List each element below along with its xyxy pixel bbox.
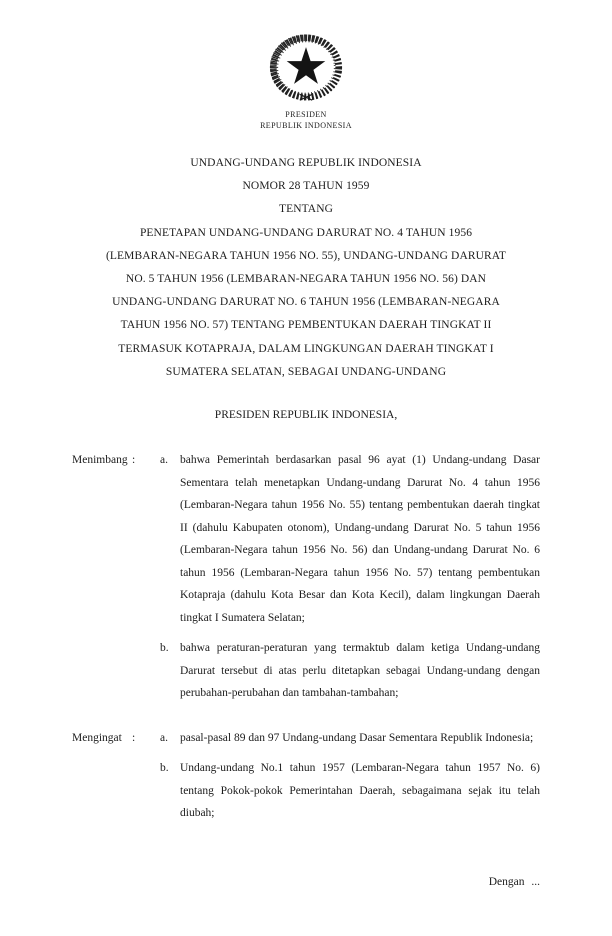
salutation: PRESIDEN REPUBLIK INDONESIA, bbox=[214, 409, 398, 422]
clause-marker: b. bbox=[160, 642, 169, 655]
section-menimbang bbox=[72, 449, 540, 705]
section-separator: : bbox=[132, 454, 136, 467]
clause-marker: a. bbox=[160, 454, 168, 467]
clause-marker: b. bbox=[160, 762, 169, 775]
catchword: Dengan ... bbox=[488, 876, 540, 888]
emblem-caption-line2: REPUBLIK INDONESIA bbox=[260, 120, 352, 130]
star-wreath-icon bbox=[267, 33, 345, 105]
clause-mengingat-b bbox=[72, 757, 540, 825]
title-line: SUMATERA SELATAN, SEBAGAI UNDANG-UNDANG bbox=[165, 365, 447, 378]
title-line: TERMASUK KOTAPRAJA, DALAM LINGKUNGAN DAERAH TINGKAT I bbox=[118, 342, 494, 355]
title-line: NO. 5 TAHUN 1956 (LEMBARAN-NEGARA TAHUN 1956 NO. 56) DAN bbox=[125, 273, 487, 286]
section-mengingat bbox=[72, 727, 540, 825]
title-line: TENTANG bbox=[278, 203, 334, 216]
section-label: Mengingat bbox=[72, 731, 122, 744]
clause-menimbang-a bbox=[72, 449, 540, 629]
title-line: UNDANG-UNDANG DARURAT NO. 6 TAHUN 1956 (LEMBARAN-NEGARA bbox=[112, 296, 500, 309]
title-line: PENETAPAN UNDANG-UNDANG DARURAT NO. 4 TAHUN 1956 bbox=[139, 226, 473, 239]
clause-mengingat-a bbox=[72, 727, 540, 750]
title-line: TAHUN 1956 NO. 57) TENTANG PEMBENTUKAN DAERAH TINGKAT II bbox=[120, 319, 492, 332]
clause-menimbang-b bbox=[72, 637, 540, 705]
clause-text: Undang-undang No.1 tahun 1957 (Lembaran-Negara tahun 1957 No. 6) tentang Pokok-pokok Pemerintahan Daerah, sebagaimana sejak itu telah diubah; bbox=[180, 762, 540, 820]
clause-text: bahwa Pemerintah berdasarkan pasal 96 ayat (1) Undang-undang Dasar Sementara telah menetapkan Undang-undang Darurat No. 4 tahun 1956 (Lembaran-Negara tahun 1956 No. 55) tentang pembentukan daerah tingkat II (dahulu Kabupaten otonom), Undang-undang Darurat No. 5 tahun 1956 (Lembaran-Negara tahun 1956 No. 56) dan Undang-undang Darurat No. 6 tahun 1956 (Lembaran-Negara tahun 1956 No. 57) tentang pembentukan Kotapraja (dahulu Kota Besar dan Kota Kecil), dalam lingkungan Daerah tingkat I Sumatera Selatan; bbox=[180, 454, 540, 624]
document-title bbox=[72, 152, 540, 384]
title-line: UNDANG-UNDANG REPUBLIK INDONESIA bbox=[190, 157, 422, 169]
clause-text: bahwa peraturan-peraturan yang termaktub dalam ketiga Undang-undang Darurat tersebut di atas perlu ditetapkan sebagai Undang-undang dengan perubahan-perubahan dan tambahan-tambahan; bbox=[180, 642, 540, 700]
clause-marker: a. bbox=[160, 731, 168, 744]
clause-text: pasal-pasal 89 dan 97 Undang-undang Dasar Sementara Republik Indonesia; bbox=[180, 731, 534, 744]
section-label: Menimbang bbox=[72, 454, 128, 467]
title-line: NOMOR 28 TAHUN 1959 bbox=[242, 180, 370, 193]
emblem-caption-line1: PRESIDEN bbox=[285, 110, 327, 119]
section-separator: : bbox=[132, 731, 136, 744]
emblem-caption bbox=[72, 110, 540, 131]
title-line: (LEMBARAN-NEGARA TAHUN 1956 NO. 55), UNDANG-UNDANG DARURAT bbox=[105, 249, 507, 262]
presidential-emblem bbox=[72, 33, 540, 131]
